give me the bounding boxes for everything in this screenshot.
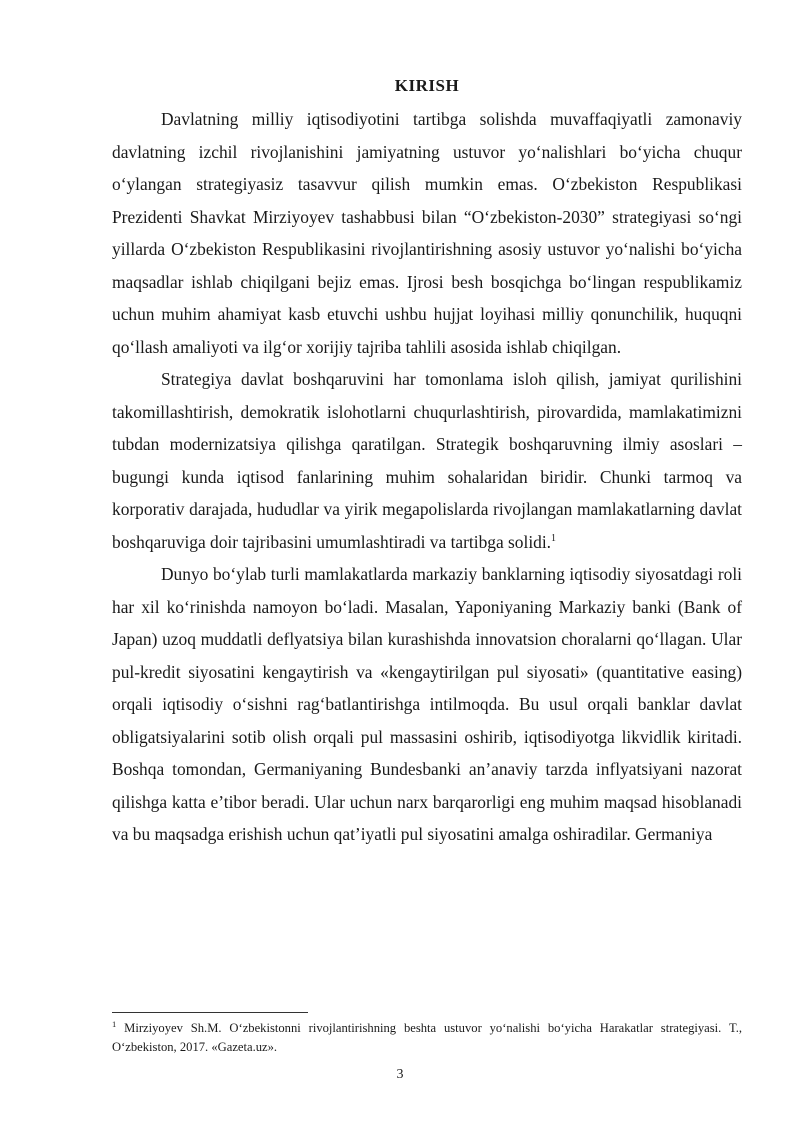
- footnote-separator: [112, 1012, 308, 1013]
- footnote-reference[interactable]: 1: [551, 532, 557, 544]
- footnote: [112, 1019, 742, 1057]
- footnote-text: Mirziyoyev Sh.M. O‘zbekistonni rivojlantirishning beshta ustuvor yo‘nalishi bo‘yicha Harakatlar strategiyasi. T., O‘zbekiston, 2017. «Gazeta.uz».: [112, 1021, 742, 1054]
- body-text: [112, 103, 742, 851]
- paragraph: [112, 558, 742, 851]
- footnote-marker: 1: [112, 1018, 117, 1029]
- section-heading: KIRISH: [394, 76, 460, 95]
- paragraph-text: Strategiya davlat boshqaruvini har tomonlama isloh qilish, jamiyat qurilishini takomillashtirish, demokratik islohotlarni chuqurlashtirish, pirovardida, mamlakatimizni tubdan modernizatsiya qilishga qaratilgan. Strategik boshqaruvning ilmiy asoslari – bugungi kunda iqtisod fanlarining muhim sohalaridan biridir. Chunki tarmoq va korporativ darajada, hududlar va yirik megapolislarda rivojlangan mamlakatlarning davlat boshqaruviga doir tajribasini umumlashtiradi va tartibga solidi.: [112, 369, 742, 552]
- paragraph: [112, 363, 742, 558]
- paragraph: [112, 103, 742, 363]
- page-number: 3: [396, 1067, 404, 1082]
- paragraph-text: Dunyo bo‘ylab turli mamlakatlarda markaziy banklarning iqtisodiy siyosatdagi roli har xil ko‘rinishda namoyon bo‘ladi. Masalan, Yaponiyaning Markaziy banki (Bank of Japan) uzoq muddatli deflyatsiya bilan kurashishda innovatsion choralarni qo‘llagan. Ular pul-kredit siyosatini kengaytirish va «kengaytirilgan pul siyosati» (quantitative easing) orqali iqtisodiy o‘sishni rag‘batlantirishga intilmoqda. Bu usul orqali banklar davlat obligatsiyalarini sotib olish orqali pul massasini oshirib, iqtisodiyotga likvidlik kiritadi. Boshqa tomondan, Germaniyaning Bundesbanki an’anaviy tarzda inflyatsiyani nazorat qilishga katta e’tibor beradi. Ular uchun narx barqarorligi eng muhim maqsad hisoblanadi va bu maqsadga erishish uchun qat’iyatli pul siyosatini amalga oshiradilar. Germaniya: [112, 564, 742, 844]
- paragraph-text: Davlatning milliy iqtisodiyotini tartibga solishda muvaffaqiyatli zamonaviy davlatning izchil rivojlanishini jamiyatning ustuvor yo‘nalishlari bo‘yicha chuqur o‘ylangan strategiyasiz tasavvur qilish mumkin emas. O‘zbekiston Respublikasi Prezidenti Shavkat Mirziyoyev tashabbusi bilan “O‘zbekiston-2030” strategiyasi so‘ngi yillarda O‘zbekiston Respublikasini rivojlantirishning asosiy ustuvor yo‘nalishi bo‘yicha maqsadlar ishlab chiqilgani bejiz emas. Ijrosi besh bosqichga bo‘lingan respublikamiz uchun muhim ahamiyat kasb etuvchi ushbu hujjat loyihasi milliy qonunchilik, huquqni qo‘llash amaliyoti va ilg‘or xorijiy tajriba tahlili asosida ishlab chiqilgan.: [112, 109, 742, 357]
